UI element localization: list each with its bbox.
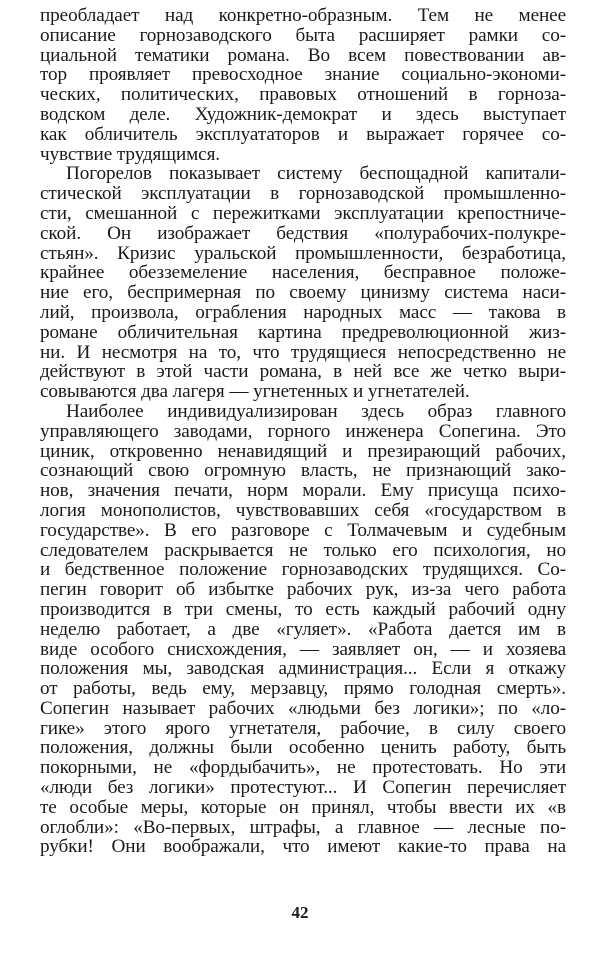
page-body (40, 6, 566, 857)
text-line: неделю работает, а две «гуляет». «Работа дается им в (40, 618, 566, 640)
text-line: положения мы, заводская администрация... Если я откажу (40, 658, 566, 680)
text-line: ской. Он изображает бедствия «полурабочих-полукре- (40, 222, 566, 244)
text-line: от работы, ведь ему, мерзавцу, прямо голодная смерть». (40, 678, 566, 700)
text-line: рубки! Они воображали, что имеют какие-то права на (40, 836, 566, 858)
text-line: следователем раскрывается не только его психология, но (40, 539, 566, 561)
text-line: романе обличительная картина предреволюционной жиз- (40, 321, 566, 343)
text-line: гике» этого ярого угнетателя, рабочие, в силу своего (40, 717, 566, 739)
text-line: государстве». В его разговоре с Толмачевым и судебным (40, 519, 566, 541)
text-line: водском деле. Художник-демократ и здесь выступает (40, 103, 566, 125)
text-line: тор проявляет превосходное знание социально-экономи- (40, 64, 566, 86)
text-line: как обличитель эксплуататоров и выражает горячее со- (40, 123, 566, 145)
text-line: нов, значения печати, норм морали. Ему присуща психо- (40, 480, 566, 502)
text-line: производится в три смены, то есть каждый рабочий одну (40, 598, 566, 620)
text-line: покорными, не «фордыбачить», не протестовать. Но эти (40, 757, 566, 779)
text-line: совываются два лагеря — угнетенных и угнетателей. (40, 381, 470, 403)
paragraph-3 (40, 402, 566, 857)
text-line: крайнее обезземеление населения, бесправное положе- (40, 262, 566, 284)
paragraph-2 (40, 164, 566, 402)
page-number: 42 (291, 903, 309, 922)
text-line: стической эксплуатации в горнозаводской промышленно- (40, 183, 566, 205)
text-line: управляющего заводами, горного инженера Сопегина. Это (40, 420, 566, 442)
text-line: лий, произвола, ограбления народных масс — такова в (40, 301, 566, 323)
text-line: циальной тематики романа. Во всем повествовании ав- (40, 44, 566, 66)
text-line: ческих, политических, правовых отношений в горноза- (40, 84, 566, 106)
text-line: Погорелов показывает систему беспощадной капитали- (66, 163, 566, 185)
text-line: ни. И несмотря на то, что трудящиеся непосредственно не (40, 341, 566, 363)
text-line: сознающий свою огромную власть, не признающий зако- (40, 460, 566, 482)
text-line: положения, должны были особенно ценить работу, быть (40, 737, 566, 759)
text-line: ние его, беспримерная по своему цинизму система наси- (40, 282, 566, 304)
text-line: и бедственное положение горнозаводских трудящихся. Со- (40, 559, 566, 581)
text-line: оглобли»: «Во-первых, штрафы, а главное — лесные по- (40, 816, 566, 838)
text-line: чувствие трудящимся. (40, 143, 220, 165)
text-line: Наиболее индивидуализирован здесь образ главного (66, 400, 566, 422)
text-line: виде особого снисхождения, — заявляет он, — и хозяева (40, 638, 566, 660)
text-line: описание горнозаводского быта расширяет рамки со- (40, 24, 566, 46)
text-line: действуют в этой части романа, в ней все же четко выри- (40, 361, 566, 383)
paragraph-1 (40, 6, 566, 164)
text-line: «люди без логики» протестуют... И Сопегин перечисляет (40, 777, 566, 799)
text-line: сти, смешанной с пережитками эксплуатации крепостниче- (40, 202, 566, 224)
text-line: Сопегин называет рабочих «людьми без логики»; по «ло- (40, 697, 566, 719)
text-line: пегин говорит об избытке рабочих рук, из-за чего работа (40, 579, 566, 601)
text-line: логия монополистов, чувствовавших себя «государством в (40, 499, 566, 521)
text-line: стьян». Кризис уральской промышленности, безработица, (40, 242, 566, 264)
text-line: циник, откровенно ненавидящий и презирающий рабочих, (40, 440, 566, 462)
text-line: преобладает над конкретно-образным. Тем не менее (40, 5, 566, 26)
text-line: те особые меры, которые он принял, чтобы ввести их «в (40, 796, 566, 818)
